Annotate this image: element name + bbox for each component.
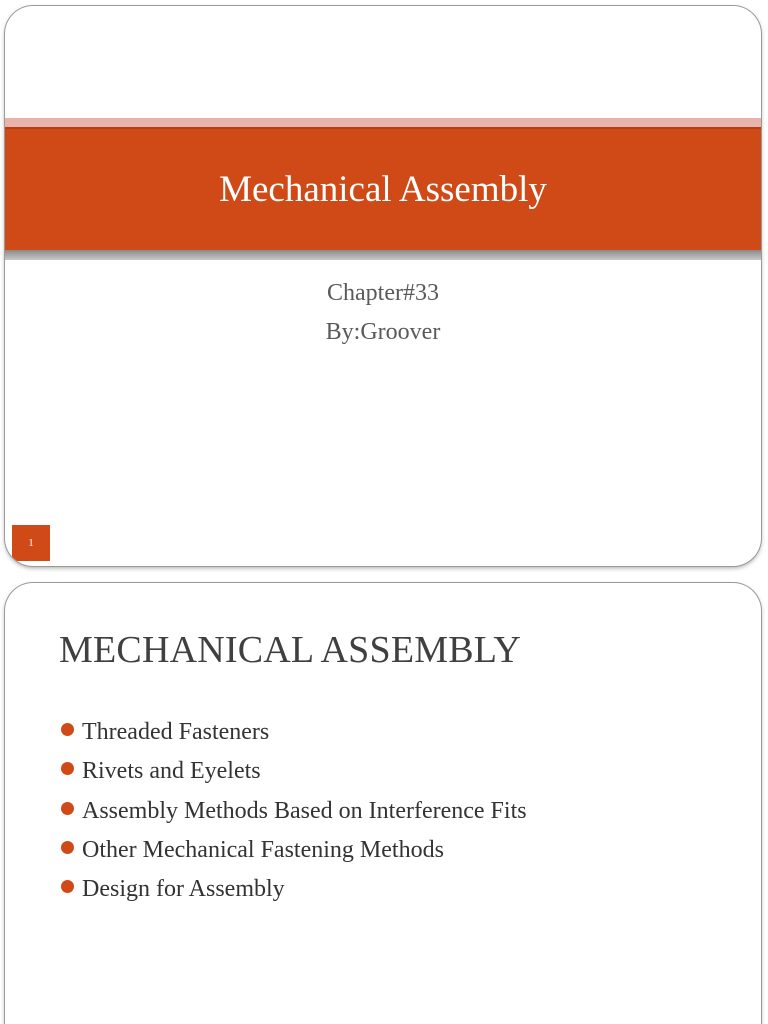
subtitle-chapter: Chapter#33 — [327, 280, 439, 306]
title-band-shadow — [5, 250, 761, 260]
list-item-text: Assembly Methods Based on Interference Fits — [82, 797, 527, 824]
list-item-text: Other Mechanical Fastening Methods — [82, 836, 444, 863]
list-item-text: Rivets and Eyelets — [82, 758, 261, 785]
bullet-list — [60, 717, 527, 913]
list-item — [60, 796, 527, 835]
bullet-dot-icon — [61, 880, 74, 893]
list-item — [60, 756, 527, 795]
bullet-dot-icon — [61, 762, 74, 775]
bullet-dot-icon — [61, 841, 74, 854]
slide-number-badge: 1 — [12, 525, 50, 561]
slide-heading: MECHANICAL ASSEMBLY — [59, 629, 522, 671]
list-item — [60, 874, 527, 913]
slide-1 — [5, 6, 761, 566]
bullet-dot-icon — [61, 723, 74, 736]
list-item — [60, 835, 527, 874]
subtitle-author: By:Groover — [325, 319, 441, 345]
list-item-text: Design for Assembly — [82, 876, 285, 903]
bullet-dot-icon — [61, 802, 74, 815]
list-item-text: Threaded Fasteners — [82, 719, 270, 745]
slide-2 — [5, 583, 761, 1024]
title-band-highlight — [5, 118, 761, 127]
slide-title: Mechanical Assembly — [219, 169, 547, 210]
list-item — [60, 717, 527, 756]
